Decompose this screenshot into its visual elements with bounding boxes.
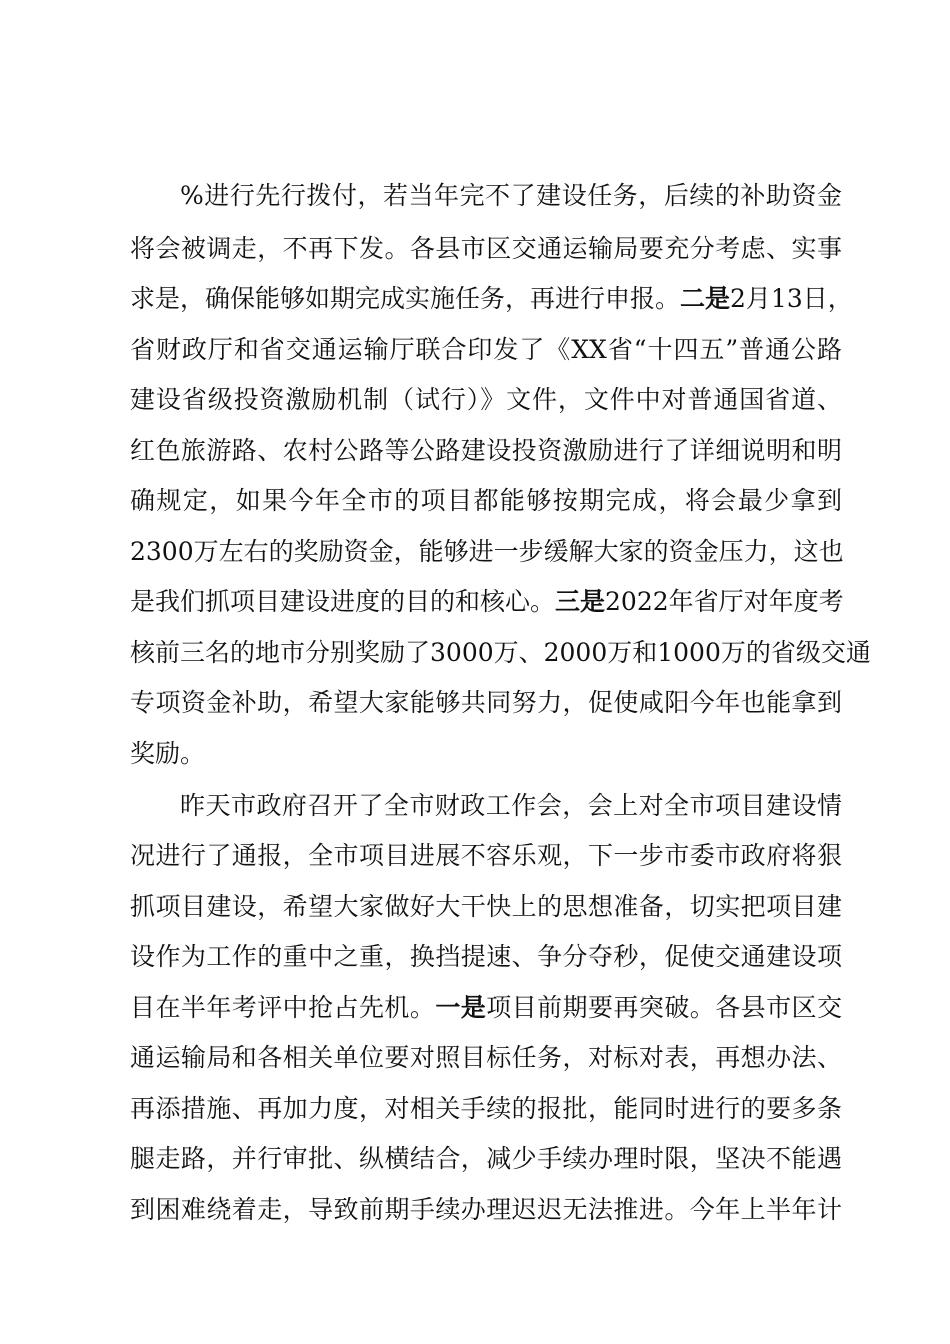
text-line bbox=[130, 474, 842, 528]
text-run: 项目前期要再突破。各县市区交 bbox=[486, 993, 842, 1022]
text-run: 求是，确保能够如期完成实施任务，再进行申报。 bbox=[130, 284, 681, 313]
text-line bbox=[130, 1183, 842, 1237]
text-run: 奖励。 bbox=[130, 739, 206, 768]
text-run: 通运输局和各相关单位要对照目标任务，对标对表，再想办法、 bbox=[130, 1043, 842, 1072]
text-run: 专项资金补助，希望大家能够共同努力，促使咸阳今年也能拿到 bbox=[130, 688, 842, 717]
text-line bbox=[130, 676, 842, 730]
text-run: 将会被调走，不再下发。各县市区交通运输局要充分考虑、实事 bbox=[130, 234, 842, 263]
text-run: 再添措施、再加力度，对相关手续的报批，能同时进行的要多条 bbox=[130, 1094, 842, 1123]
text-run: 腿走路，并行审批、纵横结合，减少手续办理时限，坚决不能遇 bbox=[130, 1144, 842, 1173]
text-run: 是我们抓项目建设进度的目的和核心。 bbox=[130, 587, 556, 616]
text-line bbox=[130, 981, 842, 1035]
text-line bbox=[130, 424, 842, 478]
text-run: 建设省级投资激励机制（试行）》文件，文件中对普通国省道、 bbox=[130, 385, 842, 414]
text-run: 红色旅游路、农村公路等公路建设投资激励进行了详细说明和明 bbox=[130, 436, 842, 465]
text-line bbox=[130, 222, 842, 276]
text-line bbox=[130, 626, 871, 680]
text-line bbox=[130, 525, 842, 579]
text-line bbox=[130, 727, 842, 781]
bold-marker: 一是 bbox=[435, 993, 487, 1022]
text-run: 昨天市政府召开了全市财政工作会，会上对全市项目建设情 bbox=[180, 791, 842, 820]
text-run: 抓项目建设，希望大家做好大干快上的思想准备，切实把项目建 bbox=[130, 892, 842, 921]
text-run: 确规定，如果今年全市的项目都能够按期完成，将会最少拿到 bbox=[130, 486, 842, 515]
text-run: %进行先行拨付，若当年完不了建设任务，后续的补助资金 bbox=[180, 181, 842, 210]
text-line bbox=[130, 575, 842, 629]
text-run: 到困难绕着走，导致前期手续办理迟迟无法推进。今年上半年计 bbox=[130, 1195, 842, 1224]
text-line bbox=[180, 169, 842, 223]
text-line bbox=[130, 272, 853, 326]
text-run: 核前三名的地市分别奖励了3000万、2000万和1000万的省级交通 bbox=[130, 638, 871, 667]
bold-marker: 三是 bbox=[555, 587, 606, 616]
text-run: 目在半年考评中抢占先机。 bbox=[130, 993, 436, 1022]
text-run: 况进行了通报，全市项目进展不容乐观，下一步市委市政府将狠 bbox=[130, 841, 842, 870]
text-run: 设作为工作的重中之重，换挡提速、争分夺秒，促使交通建设项 bbox=[130, 942, 842, 971]
text-run: 2300万左右的奖励资金，能够进一步缓解大家的资金压力，这也 bbox=[130, 537, 844, 566]
text-line bbox=[130, 373, 842, 427]
text-line bbox=[130, 323, 842, 377]
text-line bbox=[130, 1132, 842, 1186]
text-line bbox=[130, 1082, 842, 1136]
text-line bbox=[130, 930, 842, 984]
text-line bbox=[180, 779, 842, 833]
text-run: 2月13日， bbox=[730, 284, 853, 313]
text-run: 省财政厅和省交通运输厅联合印发了《XX省“十四五”普通公路 bbox=[130, 335, 842, 364]
bold-marker: 二是 bbox=[680, 284, 731, 313]
text-run: 2022年省厅对年度考 bbox=[605, 587, 844, 616]
text-line bbox=[130, 880, 842, 934]
text-line bbox=[130, 829, 842, 883]
text-line bbox=[130, 1031, 842, 1085]
